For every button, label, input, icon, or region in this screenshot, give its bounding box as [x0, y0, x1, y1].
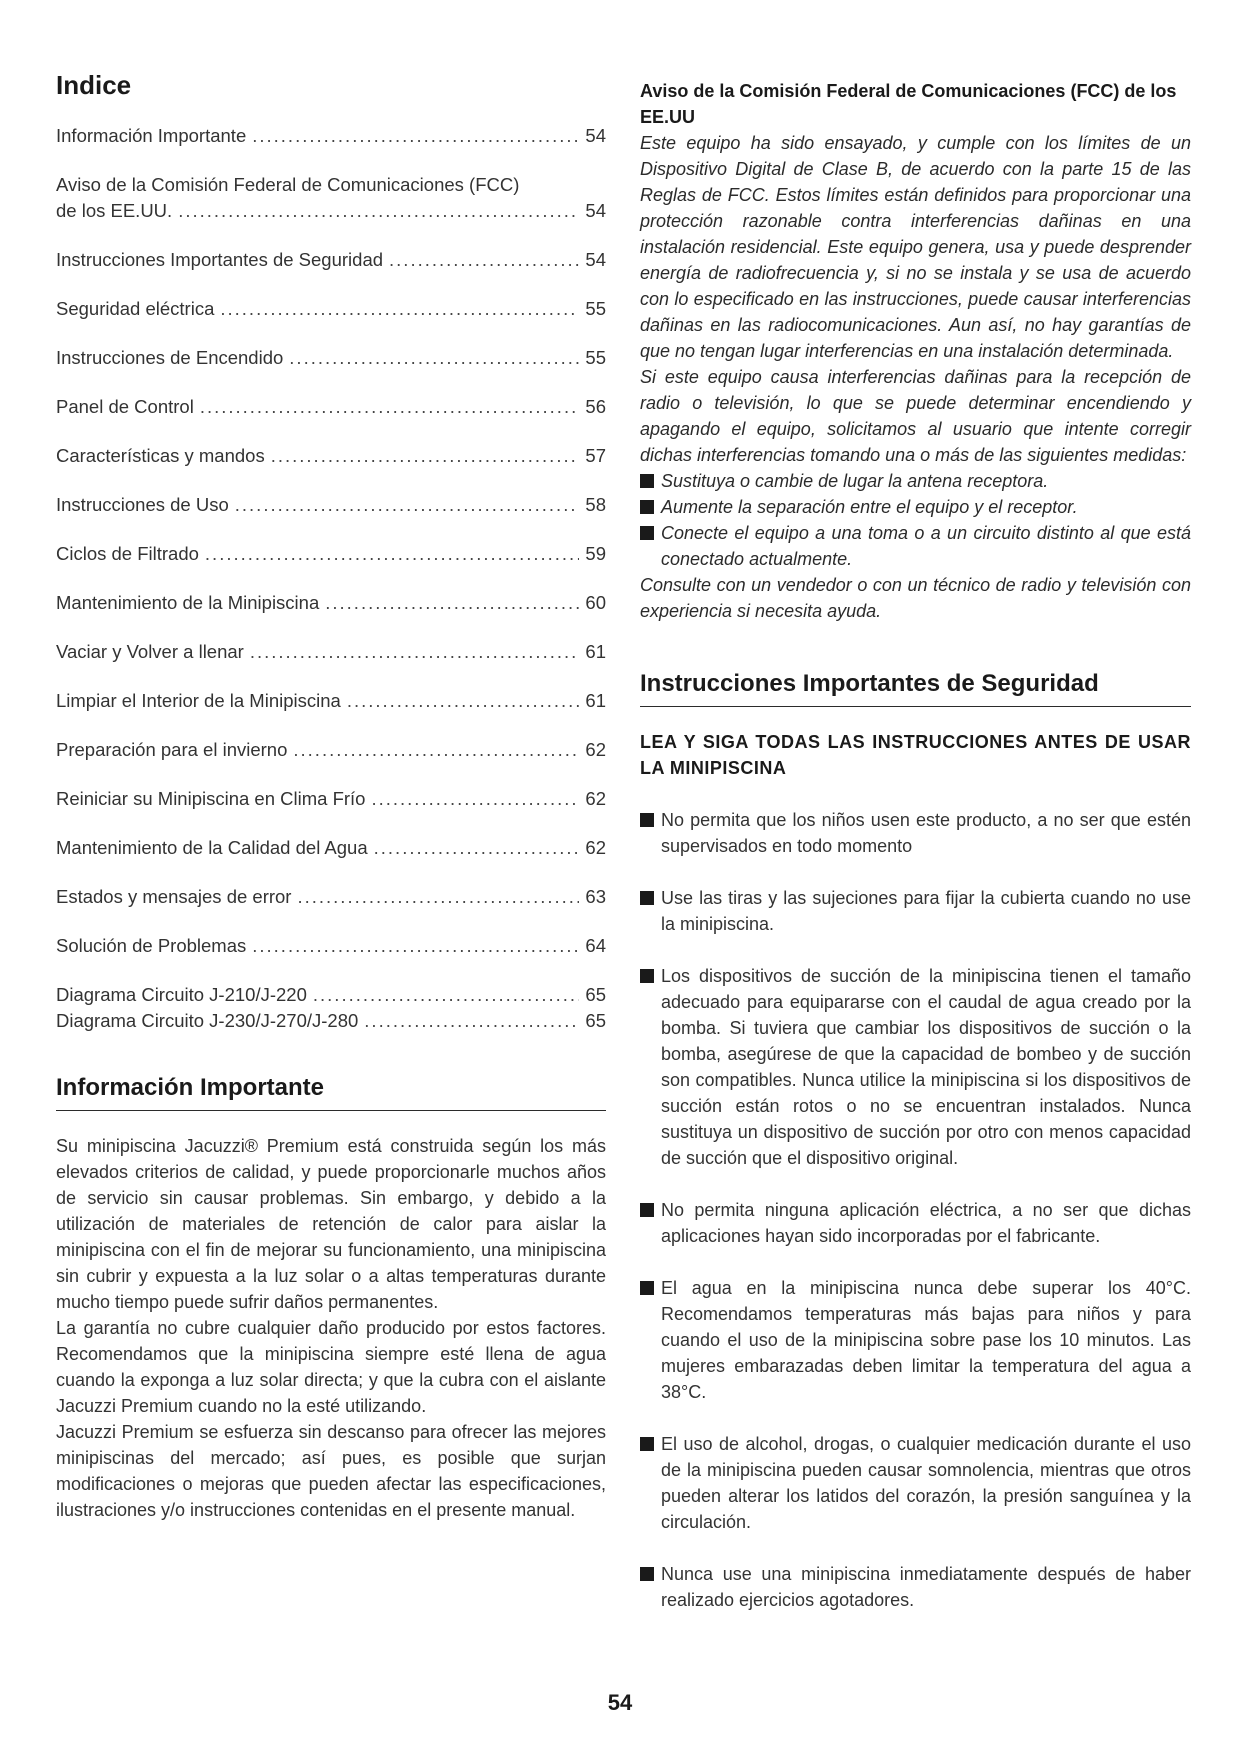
- toc-entry-label-continued: de los EE.UU.: [56, 200, 173, 221]
- toc-page-number: 60: [585, 592, 606, 613]
- toc-entry-label: Estados y mensajes de error: [56, 886, 292, 907]
- toc-leader: [252, 123, 579, 149]
- toc-entry-label: Diagrama Circuito J-230/J-270/J-280: [56, 1010, 359, 1031]
- toc-entry[interactable]: [56, 1008, 606, 1034]
- safety-item-text: Use las tiras y las sujeciones para fijar la cubierta cuando no use la minipiscina.: [661, 888, 1191, 934]
- toc-entry[interactable]: [56, 884, 606, 910]
- toc-entry-label: Limpiar el Interior de la Minipiscina: [56, 690, 341, 711]
- toc-leader: [371, 786, 579, 812]
- toc-entry[interactable]: [56, 835, 606, 861]
- toc-entry[interactable]: [56, 737, 606, 763]
- toc-entry-label: Instrucciones de Uso: [56, 494, 229, 515]
- toc-entry-label: Mantenimiento de la Minipiscina: [56, 592, 320, 613]
- toc-page-number: 61: [585, 690, 606, 711]
- safety-item: [640, 1561, 1191, 1613]
- toc-entry-label: Ciclos de Filtrado: [56, 543, 199, 564]
- safety-item: [640, 963, 1191, 1171]
- toc-entry-label: Seguridad eléctrica: [56, 298, 215, 319]
- toc-entry-label: Panel de Control: [56, 396, 194, 417]
- safety-item-text: No permita ninguna aplicación eléctrica, a no ser que dichas aplicaciones hayan sido incorporadas por el fabricante.: [661, 1200, 1191, 1246]
- toc-entry[interactable]: [56, 590, 606, 616]
- toc-leader: [297, 884, 579, 910]
- toc-entry-label: Solución de Problemas: [56, 935, 247, 956]
- table-of-contents: [56, 123, 606, 1034]
- toc-entry-label: Instrucciones Importantes de Seguridad: [56, 249, 384, 270]
- safety-subtitle: LEA Y SIGA TODAS LAS INSTRUCCIONES ANTES DE USAR LA MINIPISCINA: [640, 732, 1191, 778]
- safety-section: [640, 670, 1191, 1613]
- toc-entry[interactable]: [56, 933, 606, 959]
- fcc-closing: Consulte con un vendedor o con un técnico de radio y televisión con experiencia si necesita ayuda.: [640, 575, 1191, 621]
- square-bullet-icon: [640, 1567, 654, 1581]
- square-bullet-icon: [640, 526, 654, 540]
- safety-item-text: Los dispositivos de succión de la minipiscina tienen el tamaño adecuado para equipararse con el caudal de agua creado por la bomba. Si tuviera que cambiar los dispositivos de succión o la bomba, asegúrese de que la capacidad de bombeo y de succión son compatibles. Nunca utilice la minipiscina si los dispositivos de succión están rotos o no se encuentran instalados. Nunca sustituya un dispositivo de succión por otro con menos capacidad de succión que el dispositivo original.: [661, 966, 1191, 1168]
- toc-entry-label: Preparación para el invierno: [56, 739, 288, 760]
- fcc-bullet: [640, 468, 1191, 494]
- fcc-bullet-text: Conecte el equipo a una toma o a un circuito distinto al que está conectado actualmente.: [661, 523, 1191, 569]
- toc-entry[interactable]: [56, 786, 606, 812]
- toc-entry-label: Instrucciones de Encendido: [56, 347, 284, 368]
- safety-item-text: El agua en la minipiscina nunca debe superar los 40°C. Recomendamos temperaturas más bajas para niños y para cuando el uso de la minipiscina sobre pase los 10 minutos. Las mujeres embarazadas deben limitar la temperatura del agua a 38°C.: [661, 1278, 1191, 1402]
- toc-page-number: 55: [585, 298, 606, 319]
- toc-entry-label: Mantenimiento de la Calidad del Agua: [56, 837, 368, 858]
- toc-entry[interactable]: [56, 541, 606, 567]
- square-bullet-icon: [640, 891, 654, 905]
- toc-entry[interactable]: [56, 247, 606, 273]
- toc-leader: [252, 933, 579, 959]
- toc-entry[interactable]: [56, 492, 606, 518]
- toc-leader: [220, 296, 579, 322]
- fcc-bullet: [640, 520, 1191, 572]
- left-column: [56, 70, 606, 1523]
- toc-leader: [178, 198, 579, 224]
- toc-entry-label: Diagrama Circuito J-210/J-220: [56, 984, 307, 1005]
- toc-page-number: 63: [585, 886, 606, 907]
- fcc-second-paragraph: Si este equipo causa interferencias dañinas para la recepción de radio o televisión, lo que se puede determinar encendiendo y apagando el equipo, solicitamos al usuario que intente corregir dichas interferencias tomando una o más de las siguientes medidas:: [640, 367, 1191, 465]
- toc-entry-label: Características y mandos: [56, 445, 265, 466]
- fcc-title: Aviso de la Comisión Federal de Comunicaciones (FCC) de los EE.UU: [640, 81, 1177, 127]
- toc-leader: [250, 639, 580, 665]
- safety-item-text: No permita que los niños usen este producto, a no ser que estén supervisados en todo momento: [661, 810, 1191, 856]
- toc-entry-label: Información Importante: [56, 125, 247, 146]
- square-bullet-icon: [640, 474, 654, 488]
- paragraph: Jacuzzi Premium se esfuerza sin descanso para ofrecer las mejores minipiscinas del mercado; así pues, es posible que surjan modificaciones o mejoras que pueden afectar las especificaciones, ilustraciones y/o instrucciones contenidas en el presente manual.: [56, 1422, 606, 1520]
- toc-leader: [374, 835, 580, 861]
- toc-leader: [364, 1008, 579, 1034]
- toc-page-number: 62: [585, 788, 606, 809]
- toc-leader: [235, 492, 580, 518]
- safety-item: [640, 1197, 1191, 1249]
- square-bullet-icon: [640, 813, 654, 827]
- toc-page-number: 59: [585, 543, 606, 564]
- toc-entry[interactable]: [56, 123, 606, 149]
- fcc-section: [640, 78, 1191, 624]
- toc-page-number: 65: [585, 1010, 606, 1031]
- page-number: 54: [607, 1690, 633, 1715]
- safety-item-text: El uso de alcohol, drogas, o cualquier medicación durante el uso de la minipiscina pueden causar somnolencia, mientras que otros pueden alterar los latidos del corazón, la presión sanguínea y la circulación.: [661, 1434, 1191, 1532]
- toc-page-number: 54: [585, 200, 606, 221]
- toc-leader: [289, 345, 579, 371]
- safety-item-text: Nunca use una minipiscina inmediatamente después de haber realizado ejercicios agotadores.: [661, 1564, 1191, 1610]
- toc-leader: [389, 247, 579, 273]
- toc-entry[interactable]: [56, 394, 606, 420]
- fcc-intro: Este equipo ha sido ensayado, y cumple con los límites de un Dispositivo Digital de Clase B, de acuerdo con la parte 15 de las Reglas de FCC. Estos límites están definidos para proporcionar una protección razonable contra interferencias dañinas en una instalación residencial. Este equipo genera, usa y puede desprender energía de radiofrecuencia y, si no se instala y se usa de acuerdo con lo especificado en las instrucciones, puede causar interferencias dañinas en las radiocomunicaciones. Aun así, no hay garantías de que no tengan lugar interferencias en una instalación determinada.: [640, 133, 1191, 361]
- toc-leader: [271, 443, 580, 469]
- toc-entry-label: Vaciar y Volver a llenar: [56, 641, 244, 662]
- square-bullet-icon: [640, 500, 654, 514]
- toc-entry[interactable]: [56, 345, 606, 371]
- square-bullet-icon: [640, 1281, 654, 1295]
- important-info-section: [56, 1074, 606, 1523]
- toc-leader: [313, 982, 580, 1008]
- toc-page-number: 58: [585, 494, 606, 515]
- index-title: Indice: [56, 70, 132, 100]
- toc-page-number: 57: [585, 445, 606, 466]
- toc-page-number: 54: [585, 125, 606, 146]
- toc-entry[interactable]: [56, 172, 606, 224]
- section-title: Información Importante: [56, 1074, 606, 1111]
- right-column: [640, 78, 1191, 1639]
- toc-leader: [347, 688, 580, 714]
- toc-page-number: 62: [585, 837, 606, 858]
- safety-item: [640, 885, 1191, 937]
- toc-page-number: 56: [585, 396, 606, 417]
- fcc-bullet-text: Aumente la separación entre el equipo y el receptor.: [661, 497, 1078, 517]
- toc-entry[interactable]: [56, 688, 606, 714]
- toc-page-number: 65: [585, 984, 606, 1005]
- section-title: Instrucciones Importantes de Seguridad: [640, 670, 1191, 707]
- safety-item: [640, 807, 1191, 859]
- paragraph: Su minipiscina Jacuzzi® Premium está construida según los más elevados criterios de calidad, y puede proporcionarle muchos años de servicio sin causar problemas. Sin embargo, y debido a la utilización de materiales de retención de calor para aislar la minipiscina con el fin de mejorar su funcionamiento, una minipiscina sin cubrir y expuesta a la luz solar o a altas temperaturas durante mucho tiempo puede sufrir daños permanentes.: [56, 1136, 606, 1312]
- toc-page-number: 62: [585, 739, 606, 760]
- square-bullet-icon: [640, 969, 654, 983]
- toc-page-number: 61: [585, 641, 606, 662]
- toc-entry-label: Aviso de la Comisión Federal de Comunicaciones (FCC): [56, 174, 520, 195]
- square-bullet-icon: [640, 1437, 654, 1451]
- safety-item: [640, 1275, 1191, 1405]
- toc-leader: [205, 541, 580, 567]
- toc-page-number: 64: [585, 935, 606, 956]
- square-bullet-icon: [640, 1203, 654, 1217]
- toc-entry[interactable]: [56, 982, 606, 1008]
- toc-leader: [293, 737, 579, 763]
- fcc-bullet: [640, 494, 1191, 520]
- toc-entry[interactable]: [56, 296, 606, 322]
- toc-page-number: 55: [585, 347, 606, 368]
- toc-entry[interactable]: [56, 639, 606, 665]
- safety-item: [640, 1431, 1191, 1535]
- toc-page-number: 54: [585, 249, 606, 270]
- toc-entry[interactable]: [56, 443, 606, 469]
- paragraph: La garantía no cubre cualquier daño producido por estos factores. Recomendamos que la minipiscina siempre esté llena de agua cuando la exponga a luz solar directa; y que la cubra con el aislante Jacuzzi Premium cuando no la esté utilizando.: [56, 1318, 606, 1416]
- toc-leader: [325, 590, 579, 616]
- toc-entry-label: Reiniciar su Minipiscina en Clima Frío: [56, 788, 366, 809]
- fcc-bullet-text: Sustituya o cambie de lugar la antena receptora.: [661, 471, 1049, 491]
- toc-leader: [200, 394, 580, 420]
